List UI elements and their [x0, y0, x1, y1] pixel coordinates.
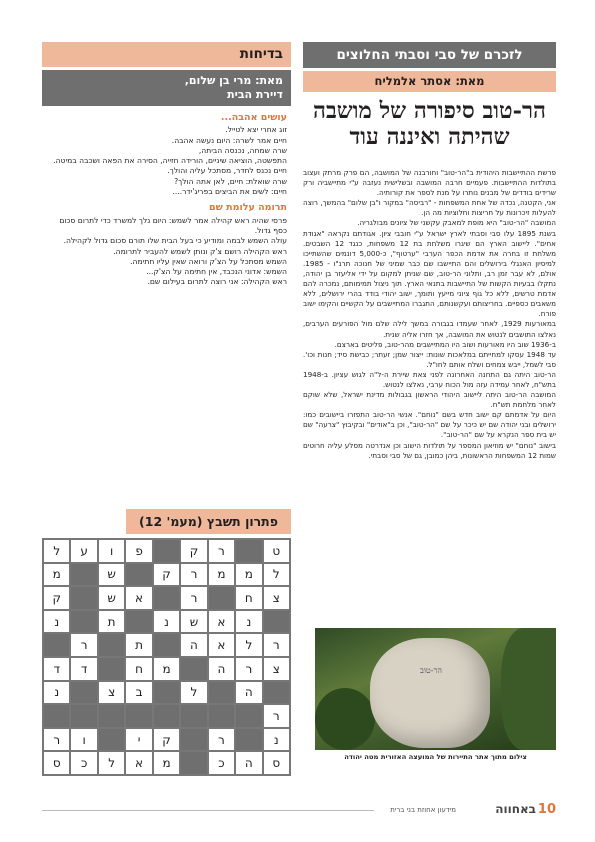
foliage: [315, 688, 375, 750]
article-title: הר-טוב סיפורה של מושבה שהיתה ואיננה עוד: [313, 98, 546, 150]
joke-line: השמש: אדוני הנכבד, אין חתימה על הצ'ק...: [146, 267, 287, 277]
crossword-cell: נ: [43, 610, 70, 634]
sidebar-section-header: בדיחות: [42, 42, 291, 67]
sidebar-author-line: מאת: מרי בן שלום,: [184, 74, 283, 87]
newsletter-brand: באחווה: [495, 802, 536, 816]
crossword-cell: ר: [235, 657, 262, 681]
crossword-cell: ו: [70, 728, 97, 752]
crossword-cell: ק: [43, 586, 70, 610]
crossword-cell: פ: [125, 539, 152, 563]
memorial-stone-photo: [315, 628, 556, 750]
crossword-block-cell: [153, 633, 180, 657]
article-paragraph: היום על אדמתם קם ישוב חדש בשם "נוחם". אנשי הר-טוב התפזרו ביישובים כמו: ירושלים ובני יהודה שם יש כיכר על שם "הר-טוב", וכן ב"אודים" ובקיבוץ "צרעה" שם יש בית ספר הנקרא על שם "הר-טוב".: [303, 410, 556, 440]
crossword-block-cell: [208, 681, 235, 705]
crossword-cell: מ: [208, 563, 235, 587]
crossword-block-cell: [43, 633, 70, 657]
crossword-cell: נ: [235, 610, 262, 634]
article-paragraph: המושבה הר-טוב היתה ליישוב היהודי הראשון בגבולות מדינת ישראל, שלא שוקם לאחר מלחמת תש"ח.: [303, 390, 556, 410]
article-paragraph: בישוב "נוחם" יש מוזיאון המספר על תולדות הישוב וכן אנדרטה מסלע עליה חרוטים שמות 12 המשפחות הראשונות, ביהן כמובן, גם של סבי וסבתי.: [303, 440, 556, 460]
crossword-cell: ל: [43, 539, 70, 563]
joke-text: [46, 216, 287, 288]
crossword-cell: ר: [70, 633, 97, 657]
crossword-cell: ס: [263, 751, 290, 775]
crossword-block-cell: [263, 610, 290, 634]
crossword-cell: מ: [153, 751, 180, 775]
crossword-cell: כ: [70, 751, 97, 775]
crossword-cell: ד: [70, 657, 97, 681]
joke-line: התפשטה, הוציאה שיניים, הורידה חזייה, הסירה את הפאה ושכבה במיטה.: [53, 156, 287, 166]
crossword-block-cell: [125, 704, 152, 728]
joke-line: ראש הקהילה: אני רוצה לתרום בעילום שם.: [147, 277, 287, 287]
crossword-block-cell: [125, 610, 152, 634]
crossword-grid: [42, 538, 291, 776]
foliage: [501, 628, 556, 750]
crossword-block-cell: [70, 563, 97, 587]
main-author-bar: מאת: אסתר אלמליח: [303, 71, 556, 92]
joke-line: חיים נכנס לחדר, מסתכל עליה והולך.: [167, 166, 287, 176]
crossword-cell: ש: [98, 563, 125, 587]
crossword-block-cell: [125, 563, 152, 587]
crossword-cell: ר: [180, 563, 207, 587]
article-paragraph: אני, הקטנה, נכדה של אחת המשפחות - "רביסה" במקור ו"בן שלום" בהמשך, רוצה להעלות זיכרונות על חריצות וחלוציות מה הן.: [303, 198, 556, 218]
crossword-cell: מ: [235, 563, 262, 587]
crossword-block-cell: [98, 633, 125, 657]
crossword-block-cell: [235, 728, 262, 752]
crossword-cell: א: [125, 751, 152, 775]
crossword-cell: ר: [208, 728, 235, 752]
article-body: [303, 168, 556, 461]
crossword-block-cell: [98, 704, 125, 728]
crossword-cell: א: [125, 586, 152, 610]
crossword-cell: ר: [208, 539, 235, 563]
crossword-cell: ק: [153, 563, 180, 587]
crossword-cell: ק: [180, 539, 207, 563]
joke-title: עושים אהבה...: [220, 112, 287, 123]
jokes-body: [42, 113, 291, 288]
crossword-block-cell: [153, 681, 180, 705]
joke-line: חיים אמר לשרה: היום נעשה אהבה.: [171, 135, 287, 145]
joke-line: ראש הקהילה רושם צ'ק ונותן לשמש להעביר לתרומה.: [113, 246, 287, 256]
crossword-block-cell: [208, 586, 235, 610]
crossword-cell: צ: [263, 586, 290, 610]
sidebar-author-bar: [42, 70, 291, 106]
crossword-cell: מ: [153, 657, 180, 681]
crossword-cell: צ: [263, 657, 290, 681]
crossword-cell: א: [208, 633, 235, 657]
crossword-cell: ט: [263, 539, 290, 563]
joke-line: פרסי שהיה ראש קהילה אמר לשמש: היום נלך למשרד כדי לתרום סכום כסף גדול.: [59, 215, 287, 235]
crossword-block-cell: [70, 681, 97, 705]
crossword-cell: י: [125, 728, 152, 752]
article-paragraph: עד 1948 עסקו למחייתם במלאכות שונות: ייצור שמן; זעתר; כבישת סיד; חנות וכו'. סבי לשמל, ייבש צמחים ושלח אותם לחו"ל.: [303, 349, 556, 369]
joke-line: זוג אחרי יצא לטייל.: [225, 125, 287, 135]
crossword-block-cell: [263, 681, 290, 705]
crossword-cell: ל: [263, 563, 290, 587]
crossword-block-cell: [70, 610, 97, 634]
crossword-cell: ה: [208, 657, 235, 681]
crossword-block-cell: [153, 586, 180, 610]
joke-line: שרה שמחה, נכנסה הביתה,: [198, 145, 287, 155]
article-paragraph: המושבה "הר-טוב" היא מופת למאבק עקשני של ציונים מבולגריה.: [357, 218, 556, 228]
crossword-cell: ל: [98, 751, 125, 775]
crossword-block-cell: [98, 728, 125, 752]
crossword-solution-header: פתרון תשבץ (מעמ' 12): [126, 509, 291, 534]
article-paragraph: ב-1936 שוב היו מאורעות ושוב היו המתיישבים מהר-טוב, פליטים בארצם.: [334, 339, 556, 349]
crossword-block-cell: [235, 539, 262, 563]
joke-line: חיים: לשים את הביצים בפריג'ידר....: [172, 187, 287, 197]
crossword-block-cell: [98, 657, 125, 681]
crossword-cell: ח: [235, 586, 262, 610]
crossword-cell: ר: [263, 633, 290, 657]
crossword-cell: ר: [43, 728, 70, 752]
crossword-cell: ש: [180, 610, 207, 634]
joke-line: השמש מסתכל על הצ'ק ורואה שאין עליו חתימה.: [130, 256, 287, 266]
article-paragraph: בשנת 1895 עלו סבי וסבתי לארץ ישראל ע"י חובבי ציון. אגודתם נקראה "אגודת אחים". ליישוב הארץ הם שיגרו משלחת בת 12 משפחות, כנגד 12 השבטים. משלחת זו בחרה את אדמת הכפר הערבי "ערטוף", כ-5,000 דונמים שהשתייכו למיסיון האנגלי בירושלים והם התיישבו שם כבר שמיני של חנוכה תרנ"ו - 1985. אולם, לא עבר זמן רב, ותלוני הר-טוב, שם שניתן למקום על ידי אליעזר בן יהודה, נתקלו בבעיות הקשות של התיישבות בתנאי הארץ. תוך ניצול תמימותם, נמכרה להם אדמת טרשים, ללא כל גוף ציוני מייעץ ותומך, ישוב יהודי בודד בהרי ירושלים, ללא משאבים כספיים. בחריצותם ועקשנותם, התגברו המתיישבים על הקשיים והקימו ישוב פורח.: [303, 228, 556, 319]
crossword-block-cell: [153, 539, 180, 563]
crossword-cell: ה: [180, 633, 207, 657]
crossword-cell: ה: [235, 681, 262, 705]
crossword-cell: מ: [43, 563, 70, 587]
crossword-cell: ל: [180, 681, 207, 705]
main-section-header: לזכרם של סבי וסבתי החלוצים: [303, 42, 556, 68]
crossword-cell: ק: [153, 728, 180, 752]
photo-caption: צילום מתוך אתר התיירות של המועצה האזורית מטה יהודה: [344, 753, 527, 761]
crossword-cell: ב: [125, 681, 152, 705]
crossword-block-cell: [180, 657, 207, 681]
crossword-cell: ד: [43, 657, 70, 681]
crossword-block-cell: [70, 586, 97, 610]
joke-line: עולה השמש לבמה ומודיע כי בעל הבית שלו תורם סכום גדול לקהילה.: [63, 236, 287, 246]
crossword-cell: א: [208, 610, 235, 634]
crossword-block-cell: [208, 704, 235, 728]
newsletter-subtitle: מידעון אחוזת בני ברית: [390, 806, 456, 814]
crossword-cell: ר: [180, 586, 207, 610]
crossword-cell: ש: [98, 586, 125, 610]
sidebar-author-line: דיירת הבית: [227, 88, 283, 101]
crossword-cell: ח: [125, 657, 152, 681]
crossword-cell: נ: [43, 681, 70, 705]
page-number: 10: [537, 802, 556, 817]
crossword-cell: ת: [98, 610, 125, 634]
crossword-block-cell: [180, 704, 207, 728]
article-paragraph: הר-טוב היתה גם התחנה האחרונה לפני צאת שיירת ה-ל"ה לגוש עציון. ב-1948 בתש"ח, לאחר עמידה עזה מול הכוח ערבי, נאלצו לנטוש.: [303, 369, 556, 389]
crossword-cell: נ: [153, 610, 180, 634]
crossword-block-cell: [235, 704, 262, 728]
page-footer: [42, 802, 556, 820]
joke-title: תרומה עלומת שם: [208, 202, 287, 214]
crossword-block-cell: [70, 704, 97, 728]
crossword-block-cell: [180, 728, 207, 752]
crossword-cell: ע: [70, 539, 97, 563]
crossword-block-cell: [180, 751, 207, 775]
article-paragraph: פרשת ההתיישבות היהודית ב"הר-טוב" וחורבנה של המושבה, הם פרק מרתק ועצוב בתולדות ההתיישבות. פעמיים חרבה המושבה ובשלישית נעזבה ע"י מתיישביה ורק שרידים בודדים של מבנים נותרו על מנת לספר את קורותיה.: [303, 168, 556, 198]
crossword-cell: ת: [125, 633, 152, 657]
stone-inscription: הר-טוב: [420, 666, 442, 675]
joke-text: [46, 125, 287, 197]
footer-divider: [42, 810, 374, 811]
crossword-cell: נ: [263, 728, 290, 752]
crossword-block-cell: [153, 704, 180, 728]
memorial-stone: [370, 638, 490, 748]
crossword-cell: ה: [235, 751, 262, 775]
crossword-cell: ל: [235, 633, 262, 657]
crossword-cell: ר: [263, 704, 290, 728]
crossword-block-cell: [43, 704, 70, 728]
crossword-cell: כ: [208, 751, 235, 775]
crossword-cell: צ: [98, 681, 125, 705]
joke-line: שרה שואלת: חיים, לאן אתה הולך?: [174, 176, 287, 186]
article-paragraph: במאורעות 1929, לאחר שעמדו בגבורה במשך לילה שלם מול הפורעים הערבים, נאלצו התושבים לנטוש את המושבה, אך חזרו אליה שנית.: [303, 319, 556, 339]
crossword-cell: ו: [98, 539, 125, 563]
crossword-cell: ס: [43, 751, 70, 775]
